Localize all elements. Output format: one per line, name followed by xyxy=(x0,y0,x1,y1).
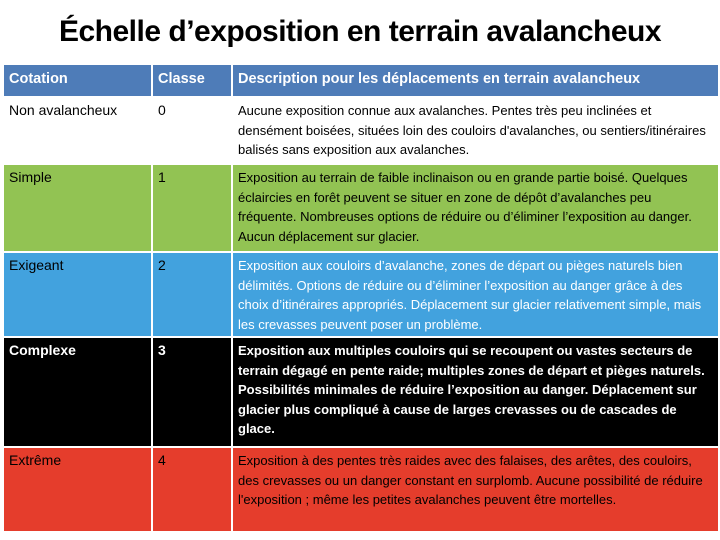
classe-cell: 3 xyxy=(152,337,232,447)
header-cell-cotation: Cotation xyxy=(3,64,152,97)
page-title: Échelle d’exposition en terrain avalancheux xyxy=(58,15,662,48)
header-cell-description: Description pour les déplacements en terrain avalancheux xyxy=(232,64,719,97)
avalanche-exposure-table xyxy=(2,63,720,533)
cotation-cell: Extrême xyxy=(3,447,152,532)
table-row-non-avalancheux xyxy=(3,97,719,164)
header-row xyxy=(3,64,719,97)
description-cell: Exposition aux couloirs d’avalanche, zones de départ ou pièges naturels bien délimités. Options de réduire ou d’éliminer l’exposition au danger grâce à des choix d’itinéraires appropriés. Déplacement sur glacier relativement simple, mais les crevasses peuvent poser un problème. xyxy=(232,252,719,337)
description-cell: Exposition aux multiples couloirs qui se recoupent ou vastes secteurs de terrain dégagé en pente raide; multiples zones de départ et pièges naturels. Possibilités minimales de réduire l’exposition au danger. Déplacement sur glacier plus compliqué à cause de larges crevasses ou de cascades de glace. xyxy=(232,337,719,447)
cotation-cell: Exigeant xyxy=(3,252,152,337)
description-cell: Aucune exposition connue aux avalanches. Pentes très peu inclinées et densément boisées, situées loin des couloirs d'avalanches, ou sentiers/itinéraires balisés sans exposition aux avalanches. xyxy=(232,97,719,164)
table-row-complexe xyxy=(3,337,719,447)
classe-cell: 1 xyxy=(152,164,232,252)
description-cell: Exposition au terrain de faible inclinaison ou en grande partie boisé. Quelques éclaircies en forêt peuvent se situer en zone de dépôt d’avalanches peu fréquente. Nombreuses options de réduire ou d’éliminer l’exposition au danger. Aucun déplacement sur glacier. xyxy=(232,164,719,252)
table-row-exigeant xyxy=(3,252,719,337)
classe-cell: 0 xyxy=(152,97,232,164)
cotation-cell: Non avalancheux xyxy=(3,97,152,164)
table-row-extreme xyxy=(3,447,719,532)
header-cell-classe: Classe xyxy=(152,64,232,97)
description-cell: Exposition à des pentes très raides avec des falaises, des arêtes, des couloirs, des crevasses ou un danger constant en surplomb. Aucune possibilité de réduire l'exposition ; même les petites avalanches peuvent être mortelles. xyxy=(232,447,719,532)
cotation-cell: Complexe xyxy=(3,337,152,447)
cotation-cell: Simple xyxy=(3,164,152,252)
classe-cell: 2 xyxy=(152,252,232,337)
classe-cell: 4 xyxy=(152,447,232,532)
table-row-simple xyxy=(3,164,719,252)
